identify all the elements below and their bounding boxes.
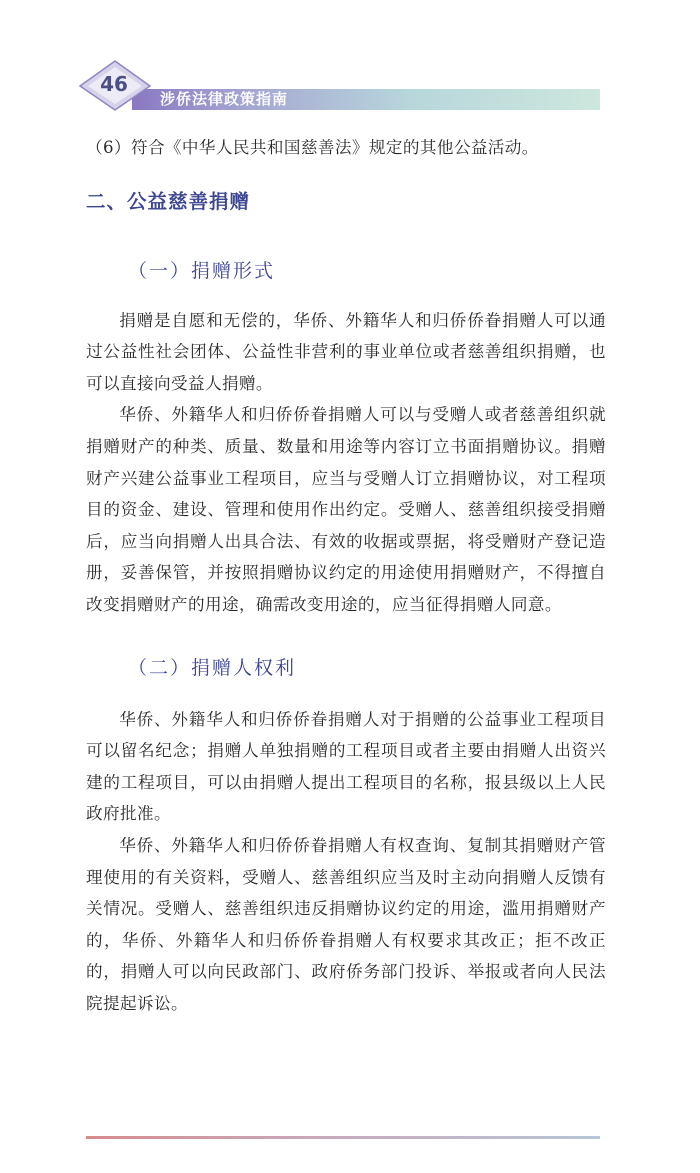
page-number: 46 — [100, 72, 128, 96]
page-number-badge — [76, 58, 154, 112]
subsection-heading-2: （二）捐赠人权利 — [128, 656, 297, 679]
footer-divider — [86, 1136, 600, 1139]
paragraph-donation-form-1: 捐赠是自愿和无偿的，华侨、外籍华人和归侨侨眷捐赠人可以通过公益性社会团体、公益性非营利的事业单位或者慈善组织捐赠，也可以直接向受益人捐赠。 — [86, 310, 606, 393]
paragraph-donor-rights-2: 华侨、外籍华人和归侨侨眷捐赠人有权查询、复制其捐赠财产管理使用的有关资料，受赠人、慈善组织应当及时主动向捐赠人反馈有关情况。受赠人、慈善组织违反捐赠协议约定的用途，滥用捐赠财产的，华侨、外籍华人和归侨侨眷捐赠人有权要求其改正；拒不改正的，捐赠人可以向民政部门、政府侨务部门投诉、举报或者向人民法院提起诉讼。 — [86, 835, 606, 1013]
page-header — [0, 0, 700, 120]
section-heading-2: 二、公益慈善捐赠 — [86, 189, 251, 213]
list-item-6: （6）符合《中华人民共和国慈善法》规定的其他公益活动。 — [86, 138, 539, 157]
subsection-heading-1: （一）捐赠形式 — [128, 259, 276, 282]
page-body — [86, 128, 606, 1019]
book-title: 涉侨法律政策指南 — [160, 90, 289, 108]
paragraph-donation-form-2: 华侨、外籍华人和归侨侨眷捐赠人可以与受赠人或者慈善组织就捐赠财产的种类、质量、数量和用途等内容订立书面捐赠协议。捐赠财产兴建公益事业工程项目，应当与受赠人订立捐赠协议，对工程项目的资金、建设、管理和使用作出约定。受赠人、慈善组织接受捐赠后，应当向捐赠人出具合法、有效的收据或票据，将受赠财产登记造册，妥善保管，并按照捐赠协议约定的用途使用捐赠财产，不得擅自改变捐赠财产的用途，确需改变用途的，应当征得捐赠人同意。 — [86, 405, 606, 614]
paragraph-donor-rights-1: 华侨、外籍华人和归侨侨眷捐赠人对于捐赠的公益事业工程项目可以留名纪念；捐赠人单独捐赠的工程项目或者主要由捐赠人出资兴建的工程项目，可以由捐赠人提出工程项目的名称，报县级以上人民政府批准。 — [86, 709, 606, 824]
